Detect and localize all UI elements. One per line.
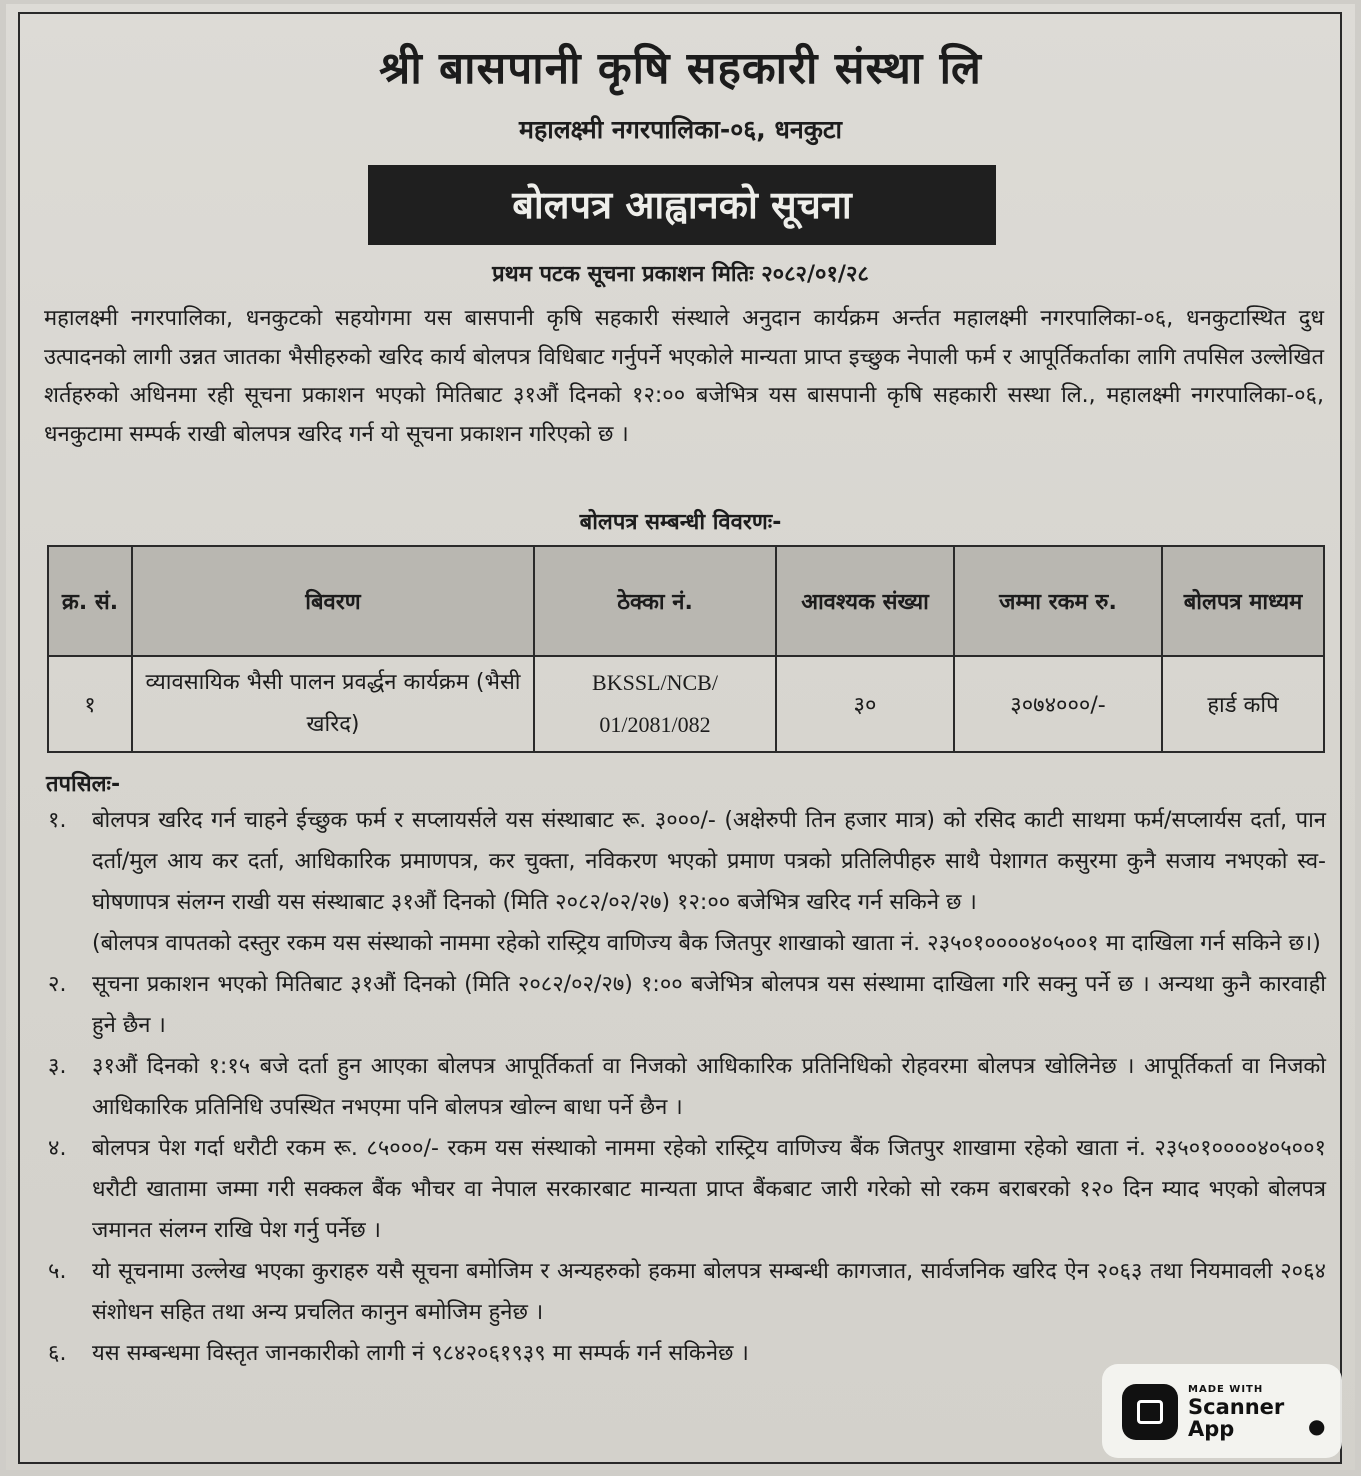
note-number: २. xyxy=(48,972,67,997)
made-with-label: MADE WITH xyxy=(1188,1384,1264,1395)
header-medium: बोलपत्र माध्यम xyxy=(1162,546,1324,656)
note-text: ३१औं दिनको १:१५ बजे दर्ता हुन आएका बोलपत्र आपूर्तिकर्ता वा निजको आधिकारिक प्रतिनिधिको रोहवरमा बोलपत्र खोलिनेछ । आपूर्तिकर्ता वा निजको आधिकारिक प्रतिनिधि उपस्थित नभएमा पनि बोलपत्र खोल्न बाधा पर्ने छैन । xyxy=(92,1054,1326,1120)
cell-total-amount: ३०७४०००/- xyxy=(954,656,1162,752)
list-item xyxy=(44,964,1326,1046)
notes-title: तपसिलः- xyxy=(46,772,121,797)
note-number: १. xyxy=(48,808,67,833)
note-text: सूचना प्रकाशन भएको मितिबाट ३१औं दिनको (मिति २०८२/०२/२७) १:०० बजेभित्र बोलपत्र यस संस्थामा दाखिला गरि सक्नु पर्ने छ । अन्यथा कुनै कारवाही हुने छैन । xyxy=(92,972,1326,1038)
apple-icon: ● xyxy=(1308,1414,1326,1438)
note-number: ५. xyxy=(48,1259,67,1284)
header-contract-no: ठेक्का नं. xyxy=(534,546,776,656)
list-item xyxy=(44,1128,1326,1251)
organization-address: महालक्ष्मी नगरपालिका-०६, धनकुटा xyxy=(519,115,842,144)
cell-medium: हार्ड कपि xyxy=(1162,656,1324,752)
note-text: यो सूचनामा उल्लेख भएका कुराहरु यसै सूचना बमोजिम र अन्यहरुको हकमा बोलपत्र सम्बन्धी कागजात, सार्वजनिक खरिद ऐन २०६३ तथा नियमावली २०६४ संशोधन सहित तथा अन्य प्रचलित कानुन बमोजिम हुनेछ । xyxy=(92,1259,1326,1325)
table-header-row xyxy=(48,546,1324,656)
bid-details-table xyxy=(47,545,1325,753)
notes-list xyxy=(44,800,1326,1374)
list-item xyxy=(44,1046,1326,1128)
note-text: बोलपत्र खरिद गर्न चाहने ईच्छुक फर्म र सप्लायर्सले यस संस्थाबाट रू. ३०००/- (अक्षेरुपी तिन हजार मात्र) को रसिद काटी साथमा फर्म/सप्लार्यस दर्ता, पान दर्ता/मुल आय कर दर्ता, आधिकारिक प्रमाणपत्र, कर चुक्ता, नविकरण भएको प्रमाण पत्रको प्रतिलिपीहरु साथै पेशागत कसुरमा कुनै सजाय नभएको स्व-घोषणापत्र संलग्न राखी यस संस्थाबाट ३१औं दिनको (मिति २०८२/०२/२७) १२:०० बजेभित्र खरिद गर्न सकिने छ । xyxy=(92,808,1326,915)
note-number: ३. xyxy=(48,1054,67,1079)
scanner-app-icon xyxy=(1122,1384,1178,1440)
header-description: बिवरण xyxy=(132,546,534,656)
cell-contract-no: BKSSL/NCB/ 01/2081/082 xyxy=(534,656,776,752)
cell-sn: १ xyxy=(48,656,132,752)
note-text: यस सम्बन्धमा विस्तृत जानकारीको लागी नं ९८४२०६१९३९ मा सम्पर्क गर्न सकिनेछ । xyxy=(92,1341,749,1366)
header-sn: क्र. सं. xyxy=(48,546,132,656)
note-extra: (बोलपत्र वापतको दस्तुर रकम यस संस्थाको नाममा रहेको रास्ट्रिय वाणिज्य बैक जितपुर शाखाको खाता नं. २३५०१००००४०५००१ मा दाखिला गर्न सकिने छ।) xyxy=(92,931,1321,956)
app-name: Scanner App xyxy=(1188,1395,1285,1441)
list-item xyxy=(44,1251,1326,1333)
table-title: बोलपत्र सम्बन्धी विवरणः- xyxy=(579,510,782,535)
list-item xyxy=(44,800,1326,964)
table-row xyxy=(48,656,1324,752)
cell-description: व्यावसायिक भैसी पालन प्रवर्द्धन कार्यक्रम (भैसी खरिद) xyxy=(132,656,534,752)
cell-quantity: ३० xyxy=(776,656,954,752)
scanner-app-watermark xyxy=(1102,1364,1342,1458)
header-total-amount: जम्मा रकम रु. xyxy=(954,546,1162,656)
note-number: ६. xyxy=(48,1341,67,1366)
organization-title: श्री बासपानी कृषि सहकारी संस्था लि xyxy=(379,43,982,94)
intro-paragraph: महालक्ष्मी नगरपालिका, धनकुटको सहयोगमा यस बासपानी कृषि सहकारी संस्थाले अनुदान कार्यक्रम अर्न्तत महालक्ष्मी नगरपालिका-०६, धनकुटास्थित दुध उत्पादनको लागी उन्नत जातका भैसीहरुको खरिद कार्य बोलपत्र विधिबाट गर्नुपर्ने भएकोले मान्यता प्राप्त इच्छुक नेपाली फर्म र आपूर्तिकर्ताका लागि तपसिल उल्लेखित शर्तहरुको अधिनमा रही सूचना प्रकाशन भएको मितिबाट ३१औं दिनको १२:०० बजेभित्र यस बासपानी कृषि सहकारी सस्था लि., महालक्ष्मी नगरपालिका-०६, धनकुटामा सम्पर्क राखी बोलपत्र खरिद गर्न यो सूचना प्रकाशन गरिएको छ । xyxy=(44,306,1324,447)
note-number: ४. xyxy=(48,1136,67,1161)
publish-date: प्रथम पटक सूचना प्रकाशन मितिः २०८२/०१/२८ xyxy=(492,262,869,287)
header-quantity: आवश्यक संख्या xyxy=(776,546,954,656)
note-text: बोलपत्र पेश गर्दा धरौटी रकम रू. ८५०००/- रकम यस संस्थाको नाममा रहेको रास्ट्रिय वाणिज्य बैंक जितपुर शाखामा रहेको खाता नं. २३५०१००००४०५००१ धरौटी खातामा जम्मा गरी सक्कल बैंक भौचर वा नेपाल सरकारबाट मान्यता प्राप्त बैंकबाट जारी गरेको सो रकम बराबरको १२० दिन म्याद भएको बोलपत्र जमानत संलग्न राखि पेश गर्नु पर्नेछ । xyxy=(92,1136,1326,1243)
notice-title-banner: बोलपत्र आह्वानको सूचना xyxy=(368,165,996,245)
